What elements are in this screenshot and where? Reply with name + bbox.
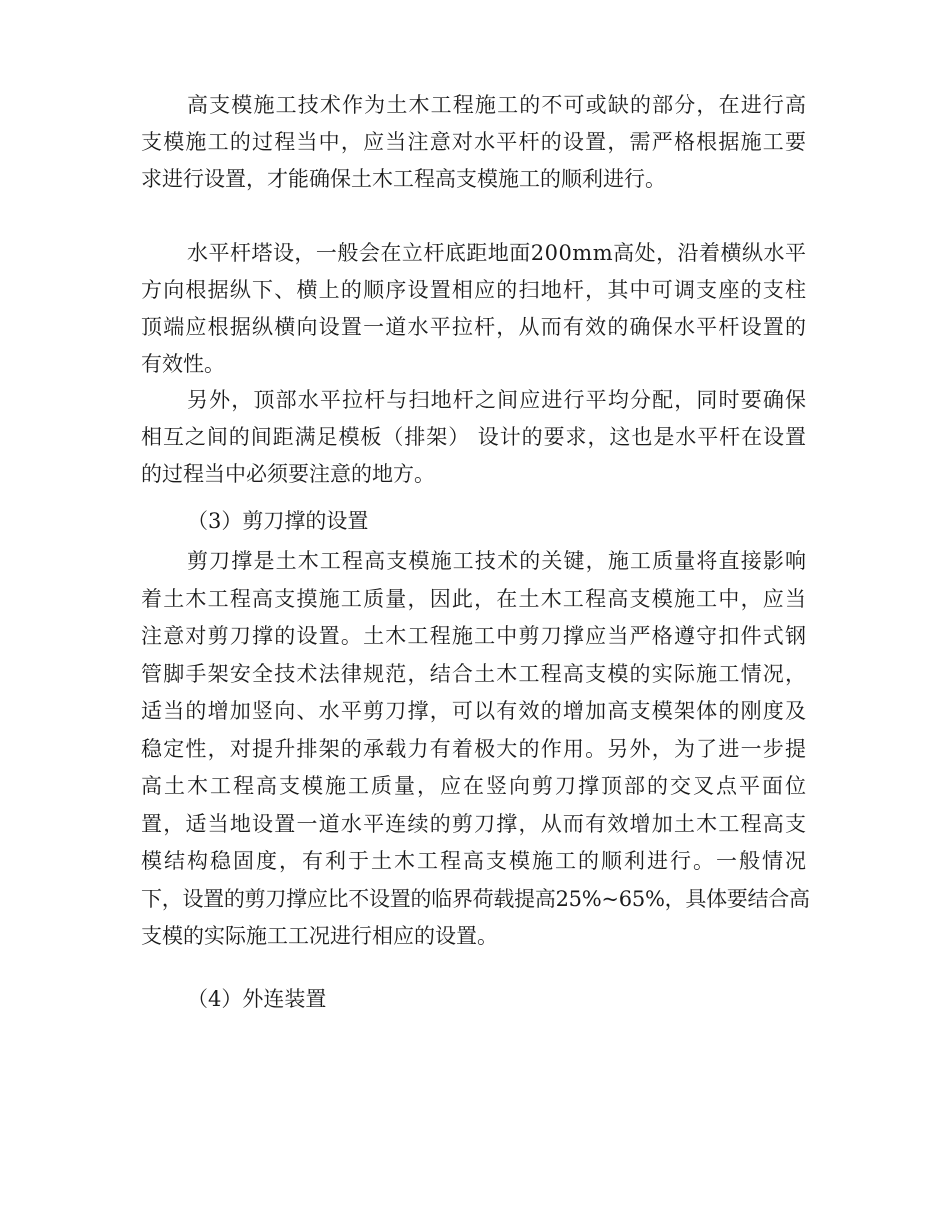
paragraph-line: 顶端应根据纵横向设置一道水平拉杆，从而有效的确保水平杆设置的 [141, 315, 808, 339]
paragraph-line: 高土木工程高支模施工质量，应在竖向剪刀撑顶部的交叉点平面位 [141, 774, 808, 798]
paragraph-line: 稳定性，对提升排架的承载力有着极大的作用。另外，为了进一步提 [141, 737, 808, 761]
paragraph-line: 水平杆塔设，一般会在立杆底距地面200mm高处，沿着横纵水平 [187, 241, 807, 265]
paragraph-line: 管脚手架安全技术法律规范，结合土木工程高支模的实际施工情况， [141, 662, 808, 686]
paragraph-line: 注意对剪刀撑的设置。土木工程施工中剪刀撑应当严格遵守扣件式钢 [141, 624, 808, 648]
paragraph-line: 有效性。 [141, 352, 225, 376]
paragraph-line: 支模施工的过程当中，应当注意对水平杆的设置，需严格根据施工要 [141, 130, 808, 154]
paragraph-line: 支模的实际施工工况进行相应的设置。 [141, 924, 498, 948]
section-heading: （3）剪刀撑的设置 [187, 509, 369, 533]
paragraph-line: 高支模施工技术作为土木工程施工的不可或缺的部分，在进行高 [187, 93, 808, 117]
paragraph-line: 方向根据纵下、横上的顺序设置相应的扫地杆，其中可调支座的支柱 [141, 278, 808, 302]
paragraph-line: 另外，顶部水平拉杆与扫地杆之间应进行平均分配，同时要确保 [187, 388, 808, 412]
paragraph-line: 相互之间的间距满足模板（排架） 设计的要求，这也是水平杆在设置 [141, 425, 807, 449]
paragraph-line: 下，设置的剪刀撑应比不设置的临界荷载提高25%~65%，具体要结合高 [141, 887, 810, 911]
paragraph-line: 置，适当地设置一道水平连续的剪刀撑，从而有效增加土木工程高支 [141, 812, 808, 836]
paragraph-line: 适当的增加竖向、水平剪刀撑，可以有效的增加高支模架体的刚度及 [141, 699, 808, 723]
paragraph-line: 着土木工程高支摸施工质量，因此，在土木工程高支模施工中，应当 [141, 587, 808, 611]
paragraph-line: 剪刀撑是土木工程高支模施工技术的关键，施工质量将直接影响 [187, 549, 808, 573]
section-heading: （4）外连装置 [187, 987, 327, 1011]
paragraph-line: 的过程当中必须要注意的地方。 [141, 462, 435, 486]
paragraph-line: 求进行设置，才能确保土木工程高支模施工的顺利进行。 [141, 167, 666, 191]
paragraph-line: 模结构稳固度，有利于土木工程高支模施工的顺利进行。一般情况 [141, 849, 808, 873]
